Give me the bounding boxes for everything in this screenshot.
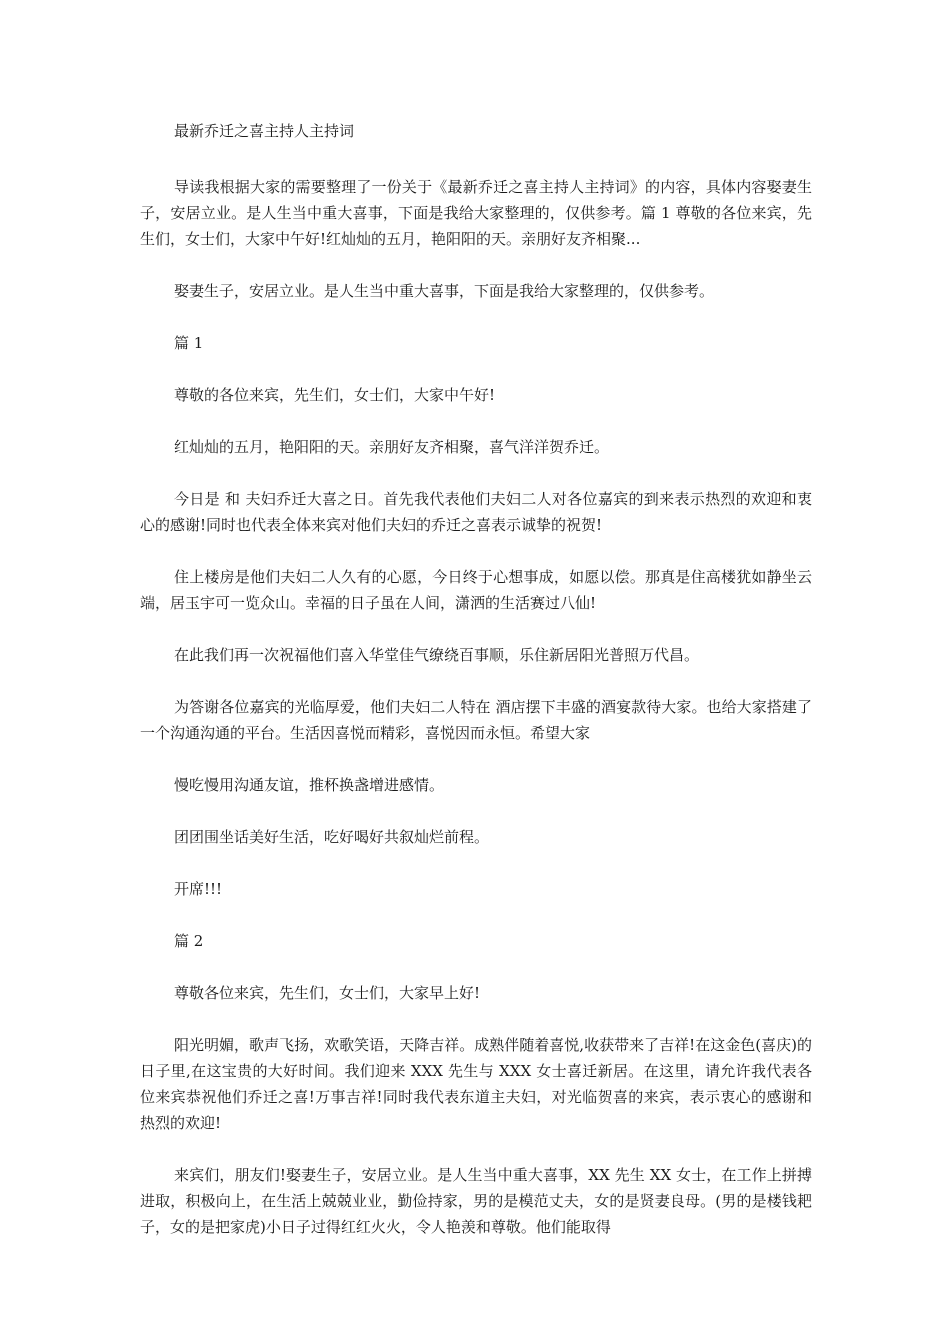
section-heading-2: 篇 2 [174,932,204,950]
document-title: 最新乔迁之喜主持人主持词 [174,122,355,140]
paragraph: 住上楼房是他们夫妇二人久有的心愿，今日终于心想事成，如愿以偿。那真是住高楼犹如静坐云端，居玉宇可一览众山。幸福的日子虽在人间，潇洒的生活赛过八仙! [140,568,812,612]
paragraph: 来宾们，朋友们!娶妻生子，安居立业。是人生当中重大喜事，XX 先生 XX 女士，在工作上拼搏进取，积极向上，在生活上兢兢业业，勤俭持家，男的是模范丈夫，女的是贤妻良母。(男的是楼钱耙子，女的是把家虎)小日子过得红红火火，令人艳羡和尊敬。他们能取得 [140,1166,812,1236]
paragraph: 为答谢各位嘉宾的光临厚爱，他们夫妇二人特在 酒店摆下丰盛的酒宴款待大家。也给大家搭建了一个沟通沟通的平台。生活因喜悦而精彩，喜悦因而永恒。希望大家 [140,698,812,742]
paragraph: 在此我们再一次祝福他们喜入华堂佳气缭绕百事顺，乐住新居阳光普照万代昌。 [174,646,700,664]
paragraph: 尊敬的各位来宾，先生们，女士们，大家中午好! [174,386,496,404]
paragraph-intro: 导读我根据大家的需要整理了一份关于《最新乔迁之喜主持人主持词》的内容，具体内容娶妻生子，安居立业。是人生当中重大喜事，下面是我给大家整理的，仅供参考。篇 1 尊敬的各位来宾，先生们，女士们，大家中午好!红灿灿的五月，艳阳阳的天。亲朋好友齐相聚... [140,178,812,248]
section-heading-1: 篇 1 [174,334,204,352]
paragraph: 团团围坐话美好生活，吃好喝好共叙灿烂前程。 [174,828,490,846]
document-page [140,118,812,1266]
paragraph: 红灿灿的五月，艳阳阳的天。亲朋好友齐相聚，喜气洋洋贺乔迁。 [174,438,610,456]
paragraph: 尊敬各位来宾，先生们，女士们，大家早上好! [174,984,481,1002]
paragraph-summary: 娶妻生子，安居立业。是人生当中重大喜事，下面是我给大家整理的，仅供参考。 [174,282,715,300]
paragraph: 阳光明媚，歌声飞扬，欢歌笑语，天降吉祥。成熟伴随着喜悦,收获带来了吉祥!在这金色(喜庆)的日子里,在这宝贵的大好时间。我们迎来 XXX 先生与 XXX 女士喜迁新居。在这里，请允许我代表各位来宾恭祝他们乔迁之喜!万事吉祥!同时我代表东道主夫妇，对光临贺喜的来宾，表示衷心的感谢和热烈的欢迎! [140,1036,812,1132]
paragraph: 开席!!! [174,880,223,898]
paragraph: 今日是 和 夫妇乔迁大喜之日。首先我代表他们夫妇二人对各位嘉宾的到来表示热烈的欢迎和衷心的感谢!同时也代表全体来宾对他们夫妇的乔迁之喜表示诚挚的祝贺! [140,490,812,534]
paragraph: 慢吃慢用沟通友谊，推杯换盏增进感情。 [174,776,445,794]
